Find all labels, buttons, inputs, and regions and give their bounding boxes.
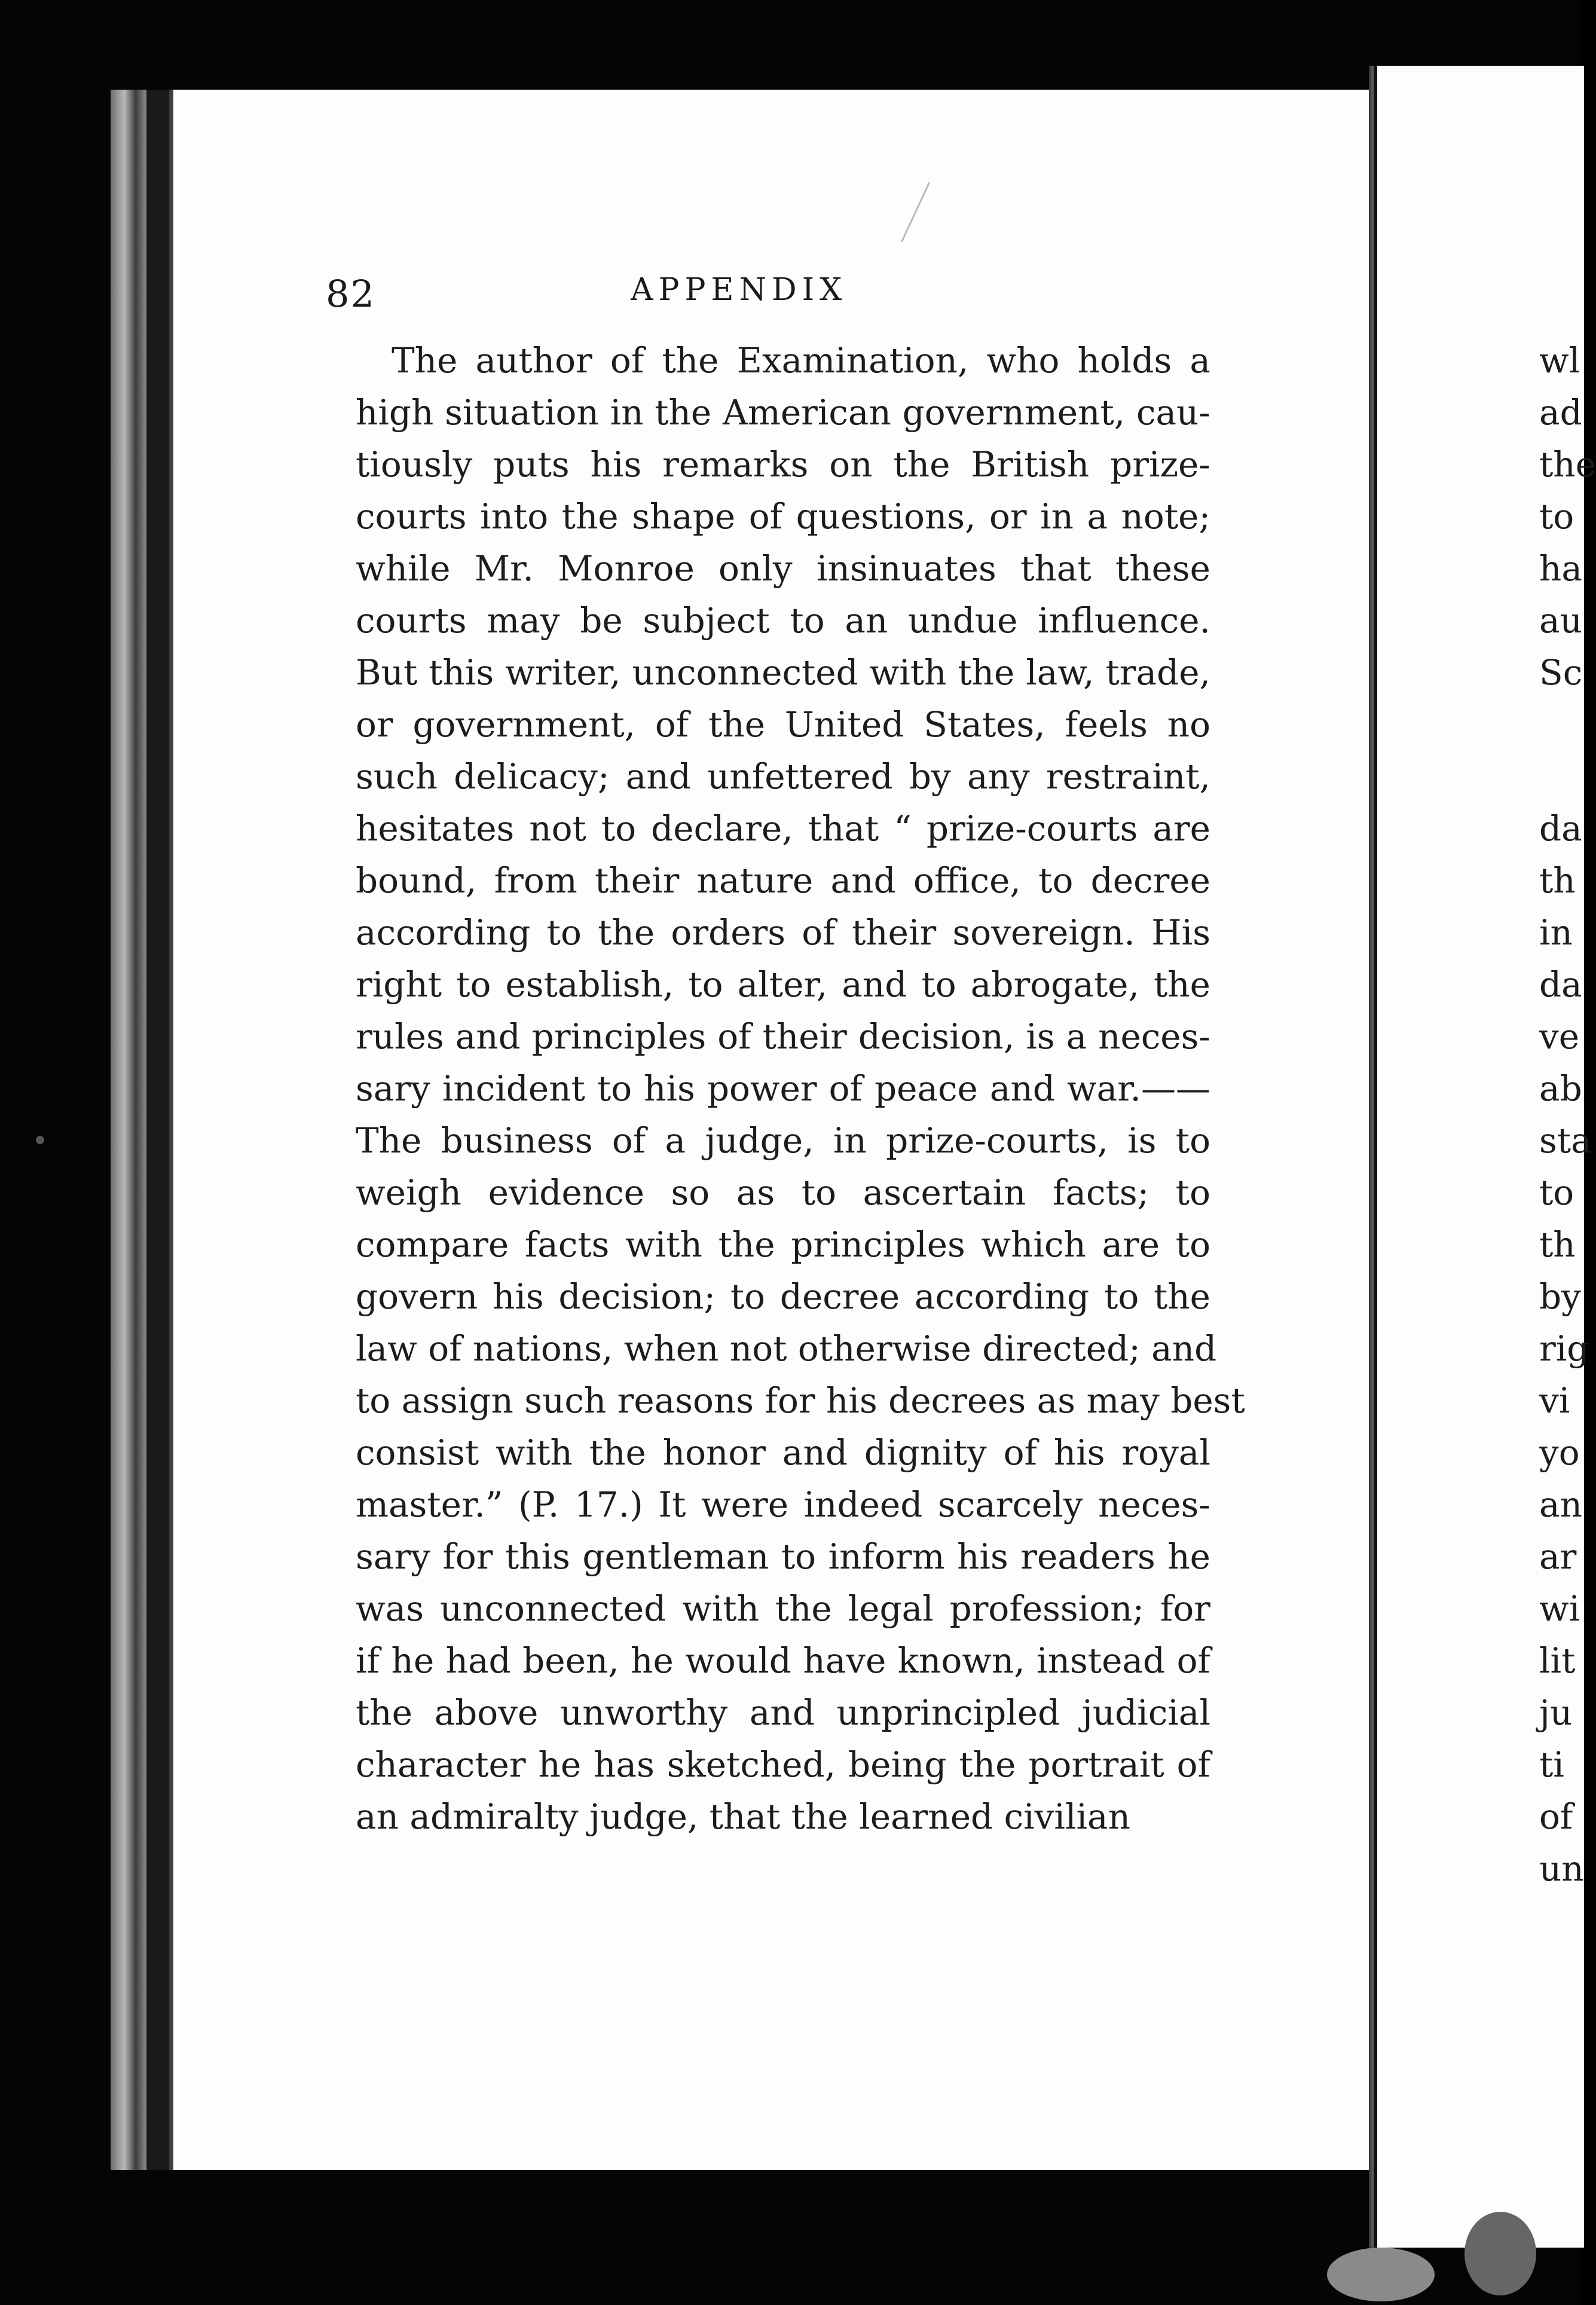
fragment-line: un xyxy=(1539,1848,1584,1889)
paragraph-gap xyxy=(1539,699,1580,803)
text-line: hesitates not to declare, that “ prize-courts are xyxy=(356,808,1210,849)
fragment-line: to xyxy=(1539,496,1574,537)
text-line: sary for this gentleman to inform his readers he xyxy=(356,1536,1210,1577)
fragment-line: to xyxy=(1539,1172,1574,1213)
text-line: The author of the Examination, who holds a xyxy=(392,340,1210,381)
text-line: tiously puts his remarks on the British prize- xyxy=(356,444,1210,485)
book-spine-shadow xyxy=(146,90,169,2170)
text-line: right to establish, to alter, and to abrogate, the xyxy=(356,964,1210,1005)
fragment-line: ab xyxy=(1539,1068,1582,1109)
fragment-line: da xyxy=(1539,808,1582,849)
fragment-line: wl xyxy=(1539,340,1580,381)
page-number: 82 xyxy=(326,272,375,316)
text-line: bound, from their nature and office, to decree xyxy=(356,860,1210,901)
fragment-line: Sc xyxy=(1539,652,1583,693)
fragment-line: th xyxy=(1539,1224,1576,1265)
fragment-line: the xyxy=(1539,444,1596,485)
text-line: weigh evidence so as to ascertain facts; to xyxy=(356,1172,1210,1213)
scan-speck xyxy=(1464,2212,1536,2295)
text-line: if he had been, he would have known, instead of xyxy=(356,1640,1210,1681)
running-head: APPENDIX xyxy=(631,272,848,308)
fragment-line: yo xyxy=(1539,1432,1580,1473)
fragment-line: lit xyxy=(1539,1640,1576,1681)
text-line: courts into the shape of questions, or in a note; xyxy=(356,496,1210,537)
fragment-line: of xyxy=(1539,1796,1573,1837)
fragment-line: da xyxy=(1539,964,1582,1005)
fragment-line: sta xyxy=(1539,1120,1592,1161)
text-line: compare facts with the principles which are to xyxy=(356,1224,1210,1265)
text-line: govern his decision; to decree according to the xyxy=(356,1276,1210,1317)
text-line: or government, of the United States, feels no xyxy=(356,704,1210,745)
text-line: law of nations, when not otherwise directed; and xyxy=(356,1328,1217,1369)
fragment-line: by xyxy=(1539,1276,1581,1317)
fragment-line: an xyxy=(1539,1484,1582,1525)
text-line: such delicacy; and unfettered by any restraint, xyxy=(356,756,1210,797)
text-line: high situation in the American government, cau- xyxy=(356,392,1210,433)
fragment-line: au xyxy=(1539,600,1582,641)
text-line: character he has sketched, being the portrait of xyxy=(356,1744,1210,1785)
fragment-line: ar xyxy=(1539,1536,1577,1577)
fragment-line: wi xyxy=(1539,1588,1580,1629)
fragment-line: vi xyxy=(1539,1380,1570,1421)
text-line: an admiralty judge, that the learned civilian xyxy=(356,1796,1130,1837)
body-text xyxy=(356,335,1245,1843)
text-line: consist with the honor and dignity of his royal xyxy=(356,1432,1210,1473)
text-line: courts may be subject to an undue influence. xyxy=(356,600,1210,641)
fragment-line: rig xyxy=(1539,1328,1589,1369)
text-line: was unconnected with the legal profession; for xyxy=(356,1588,1210,1629)
text-line: while Mr. Monroe only insinuates that these xyxy=(356,548,1210,589)
text-line: to assign such reasons for his decrees as may best xyxy=(356,1380,1245,1421)
scan-speck xyxy=(36,1136,44,1144)
right-page-text-fragments xyxy=(1539,335,1596,1895)
text-line: But this writer, unconnected with the law, trade, xyxy=(356,652,1210,693)
fragment-line: ha xyxy=(1539,548,1582,589)
text-line: master.” (P. 17.) It were indeed scarcely neces- xyxy=(356,1484,1210,1525)
fragment-line: th xyxy=(1539,860,1576,901)
fragment-line: ad xyxy=(1539,392,1582,433)
fragment-line: ju xyxy=(1539,1692,1573,1733)
text-line: the above unworthy and unprincipled judicial xyxy=(356,1692,1210,1733)
fragment-line: ve xyxy=(1539,1016,1580,1057)
scan-speck xyxy=(1327,2248,1435,2301)
text-line: according to the orders of their sovereign. His xyxy=(356,912,1210,953)
text-line: rules and principles of their decision, is a neces- xyxy=(356,1016,1210,1057)
fragment-line: ti xyxy=(1539,1744,1564,1785)
text-line: sary incident to his power of peace and war.—— xyxy=(356,1068,1210,1109)
text-line: The business of a judge, in prize-courts, is to xyxy=(356,1120,1210,1161)
fragment-line: in xyxy=(1539,912,1573,953)
